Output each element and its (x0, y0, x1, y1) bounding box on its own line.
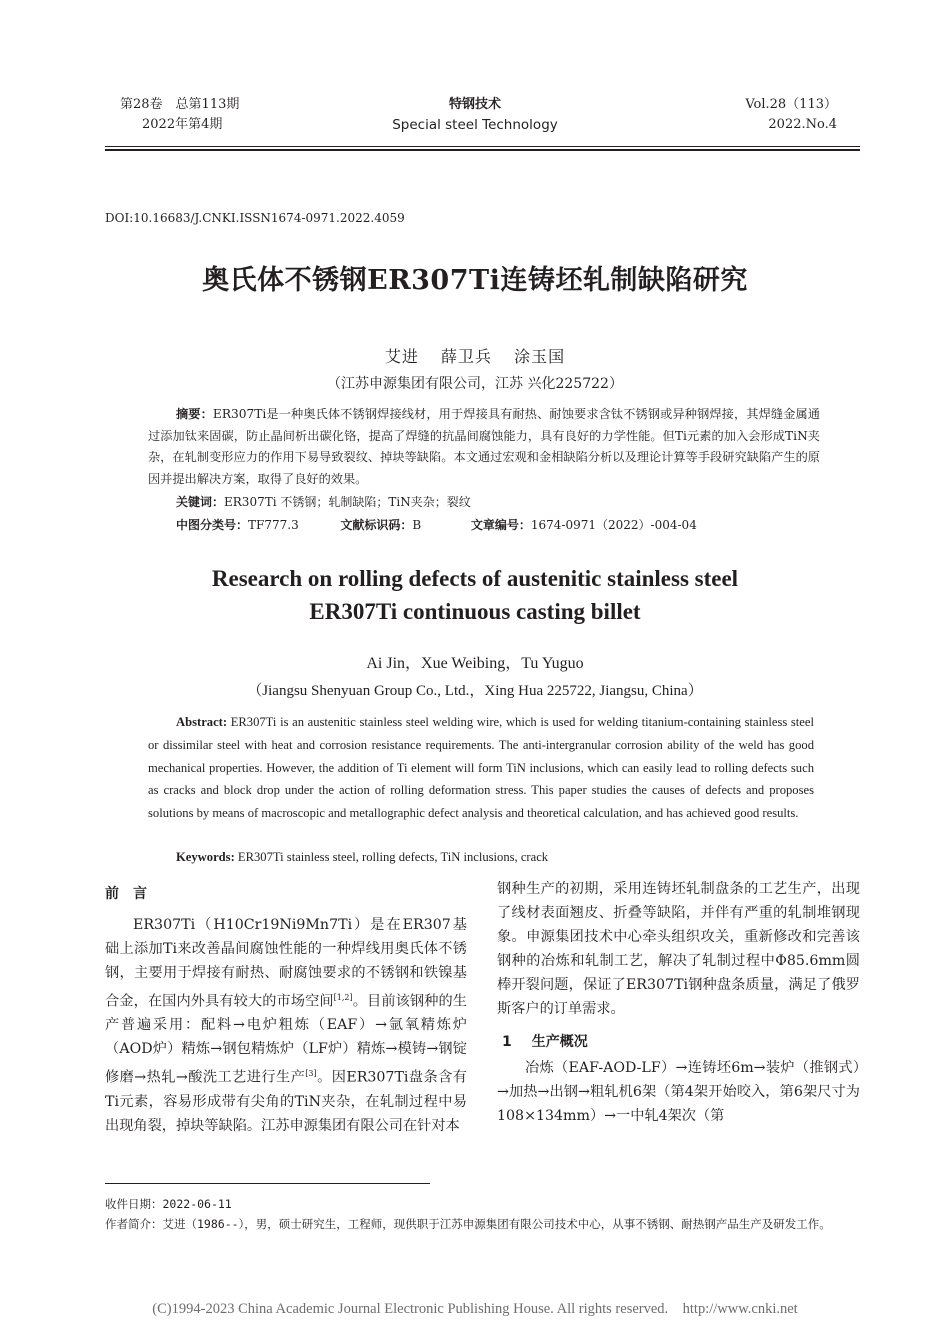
clc-label: 中图分类号： (176, 518, 249, 532)
citation-1-2: [1,2] (333, 992, 353, 1002)
section-intro-heading: 前 言 (105, 886, 147, 902)
abstract-en (148, 711, 814, 825)
citation-3: [3] (305, 1069, 317, 1079)
keywords-cn-text: ER307Ti 不锈钢；轧制缺陷；TiN夹杂；裂纹 (224, 495, 471, 509)
volume-en: Vol.28（113） (745, 97, 837, 112)
doc-code-label: 文献标识码： (340, 518, 413, 532)
title-en-line2: ER307Ti continuous casting billet (309, 599, 641, 624)
header-rule-thin (105, 146, 860, 147)
affiliation-cn: （江苏申源集团有限公司，江苏 兴化225722） (327, 376, 623, 392)
affiliation-en: （Jiangsu Shenyuan Group Co., Ltd.，Xing Hua 225722, Jiangsu, China） (247, 683, 703, 699)
journal-name-cn: 特钢技术 (448, 97, 501, 112)
title-en (0, 562, 950, 628)
section-1-paragraph: 冶炼（EAF-AOD-LF）→连铸坯6m→装炉（推钢式）→加热→出钢→粗轧机6架（第4架开始咬入，第6架尺寸为108×134mm）→一中轧4架次（第 (497, 1060, 860, 1124)
author-1: 艾进 (384, 347, 419, 366)
section-1-title: 生产概况 (531, 1034, 588, 1050)
abstract-cn-label: 摘要： (176, 407, 213, 421)
author-2: 薛卫兵 (440, 347, 492, 366)
abstract-en-label: Abstract: (176, 715, 228, 729)
intro-paragraph-1: ER307Ti（H10Cr19Ni9Mn7Ti）是在ER307基础上添加Ti来改善晶间腐蚀性能的一种焊线用奥氏体不锈钢，主要用于焊接有耐热、耐腐蚀要求的不锈钢和铁镍基合金，在国内外具有较大的市场空间[1,2]。目前该钢种的生产普遍采用：配料→电炉粗炼（EAF）→氩氧精炼炉（AOD炉）精炼→钢包精炼炉（LF炉）精炼→模铸→钢锭修磨→热轧→酸洗工艺进行生产[3]。因ER307Ti盘条含有Ti元素，容易形成带有尖角的TiN夹杂，在轧制过程中易出现角裂，掉块等缺陷。江苏申源集团有限公司在针对本 (105, 917, 467, 1134)
journal-name-en: Special steel Technology (392, 117, 558, 133)
intro-paragraph-2: 钢种生产的初期，采用连铸坯轧制盘条的工艺生产，出现了线材表面翘皮、折叠等缺陷，并伴有严重的轧制堆钢现象。申源集团技术中心牵头组织攻关，重新修改和完善该钢种的冶炼和轧制工艺，解决了轧制过程中Φ85.6mm圆棒开裂问题，保证了ER307Ti钢种盘条质量，满足了俄罗斯客户的订单需求。 (497, 881, 860, 1017)
keywords-en-text: ER307Ti stainless steel, rolling defects, TiN inclusions, crack (237, 850, 549, 864)
article-no-label: 文章编号： (470, 518, 531, 532)
abstract-cn-text: ER307Ti是一种奥氏体不锈钢焊接线材，用于焊接具有耐热、耐蚀要求含钛不锈钢或异种钢焊接，其焊缝金属通过添加钛来固碳，防止晶间析出碳化铬，提高了焊缝的抗晶间腐蚀能力，具有良好的力学性能。但Ti元素的加入会形成TiN夹杂，在轧制变形应力的作用下易导致裂纹、掉块等缺陷。本文通过宏观和金相缺陷分析以及理论计算等手段研究缺陷产生的原因并提出解决方案，取得了良好的效果。 (148, 407, 820, 486)
title-cn: 奥氏体不锈钢ER307Ti连铸坯轧制缺陷研究 (202, 265, 748, 296)
authors-en: Ai Jin，Xue Weibing，Tu Yuguo (366, 655, 584, 672)
header-rule-thick (105, 149, 860, 151)
author-bio: 作者简介：艾进（1986--），男，硕士研究生，工程师，现供职于江苏申源集团有限公司技术中心，从事不锈钢、耐热钢产品生产及研发工作。 (105, 1217, 831, 1231)
doc-code-value: B (412, 518, 422, 532)
cnki-copyright: (C)1994-2023 China Academic Journal Electronic Publishing House. All rights reserved. http://www.cnki.net (152, 1301, 798, 1317)
running-header-right (745, 95, 837, 135)
clc-value: TF777.3 (248, 518, 299, 532)
year-issue: 2022年第4期 (142, 117, 223, 132)
keywords-en (176, 850, 548, 865)
section-1-number: 1 (502, 1034, 512, 1050)
doi: DOI:10.16683/J.CNKI.ISSN1674-0971.2022.4059 (105, 211, 405, 225)
issue-en: 2022.No.4 (768, 117, 837, 132)
keywords-cn (176, 492, 471, 512)
received-date: 收件日期：2022-06-11 (105, 1197, 232, 1211)
keywords-cn-label: 关键词： (176, 495, 225, 509)
abstract-cn (148, 404, 820, 490)
classification-line (176, 515, 697, 535)
title-en-line1: Research on rolling defects of austenitic stainless steel (211, 566, 739, 591)
abstract-en-text: ER307Ti is an austenitic stainless steel welding wire, which is used for welding titanium-containing stainless steel or dissimilar steel with heat and corrosion resistance requirements. The anti-intergranular corrosion ability of the weld has good mechanical properties. However, the addition of Ti element will form TiN inclusions, which can easily lead to rolling defects such as cracks and block drop under the action of rolling deformation stress. This paper studies the causes of defects and proposes solutions by means of macroscopic and metallographic defect analysis and theoretical calculation, and has achieved good results. (148, 715, 814, 821)
section-1-heading (502, 1031, 588, 1051)
article-no-value: 1674-0971（2022）-004-04 (530, 518, 697, 532)
keywords-en-label: Keywords: (176, 850, 235, 864)
volume-issue: 第28卷 总第113期 (120, 97, 240, 112)
authors-cn (0, 344, 950, 367)
author-3: 涂玉国 (514, 347, 566, 366)
footnote-rule (105, 1183, 430, 1184)
